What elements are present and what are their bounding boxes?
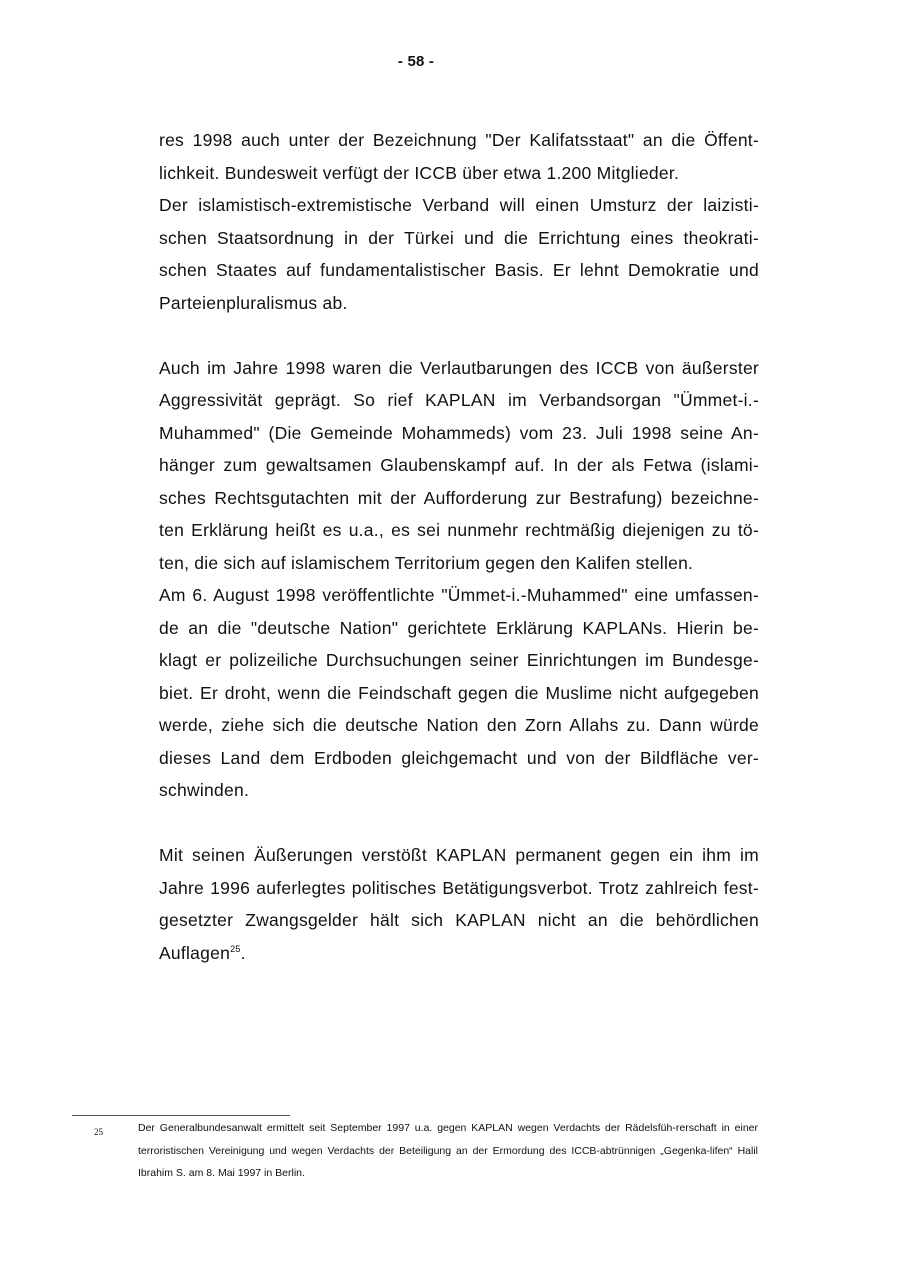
paragraph-2: Der islamistisch-extremistische Verband will einen Umsturz der laizisti-schen Staatsordnung in der Türkei und die Errichtung eines theokrati-schen Staates auf fundamentalistischer Basis. Er lehnt Demokratie und Parteienpluralismus ab. xyxy=(159,195,759,313)
paragraph-5-end: . xyxy=(240,942,246,963)
footnote-number: 25 xyxy=(94,1127,103,1137)
paragraph-4: Am 6. August 1998 veröffentlichte "Ümmet-i.-Muhammed" eine umfassen-de an die "deutsche Nation" gerichtete Erklärung KAPLANs. Hierin be-klagt er polizeiliche Durchsuchungen seiner Einrichtungen im Bundesge-biet. Er droht, wenn die Feindschaft gegen die Muslime nicht aufgegeben werde, ziehe sich die deutsche Nation den Zorn Allahs zu. Dann würde dieses Land dem Erdboden gleichgemacht und von der Bildfläche ver-schwinden. xyxy=(159,585,759,800)
footnote-text: Der Generalbundesanwalt ermittelt seit September 1997 u.a. gegen KAPLAN wegen Verdachts der Rädelsfüh-rerschaft in einer terroristischen Vereinigung und wegen Verdachts der Beteiligung an der Ermordung des ICCB-abtrünnigen „Gegenka-lifen“ Halil Ibrahim S. am 8. Mai 1997 in Berlin. xyxy=(138,1122,758,1179)
footnote-separator xyxy=(72,1115,290,1116)
paragraph-5 xyxy=(159,839,759,969)
paragraph-3: Auch im Jahre 1998 waren die Verlautbarungen des ICCB von äußerster Aggressivität geprägt. So rief KAPLAN im Verbandsorgan "Ümmet-i.-Muhammed" (Die Gemeinde Mohammeds) vom 23. Juli 1998 seine An-hänger zum gewaltsamen Glaubenskampf auf. In der als Fetwa (islami-sches Rechtsgutachten mit der Aufforderung zur Bestrafung) bezeichne-ten Erklärung heißt es u.a., es sei nunmehr rechtmäßig diejenigen zu tö-ten, die sich auf islamischem Territorium gegen den Kalifen stellen. xyxy=(159,357,759,573)
footnote-reference[interactable]: 25 xyxy=(230,943,241,954)
paragraph-1: res 1998 auch unter der Bezeichnung "Der Kalifatsstaat" an die Öffent-lichkeit. Bundesweit verfügt der ICCB über etwa 1.200 Mitglieder. xyxy=(159,130,759,183)
page-number: - 58 - xyxy=(397,53,435,70)
paragraph-5-text: Mit seinen Äußerungen verstößt KAPLAN permanent gegen ein ihm im Jahre 1996 auferlegtes politisches Betätigungsverbot. Trotz zahlreich fest-gesetzter Zwangsgelder hält sich KAPLAN nicht an die behördlichen Auflagen xyxy=(159,845,759,963)
main-text xyxy=(159,124,759,969)
